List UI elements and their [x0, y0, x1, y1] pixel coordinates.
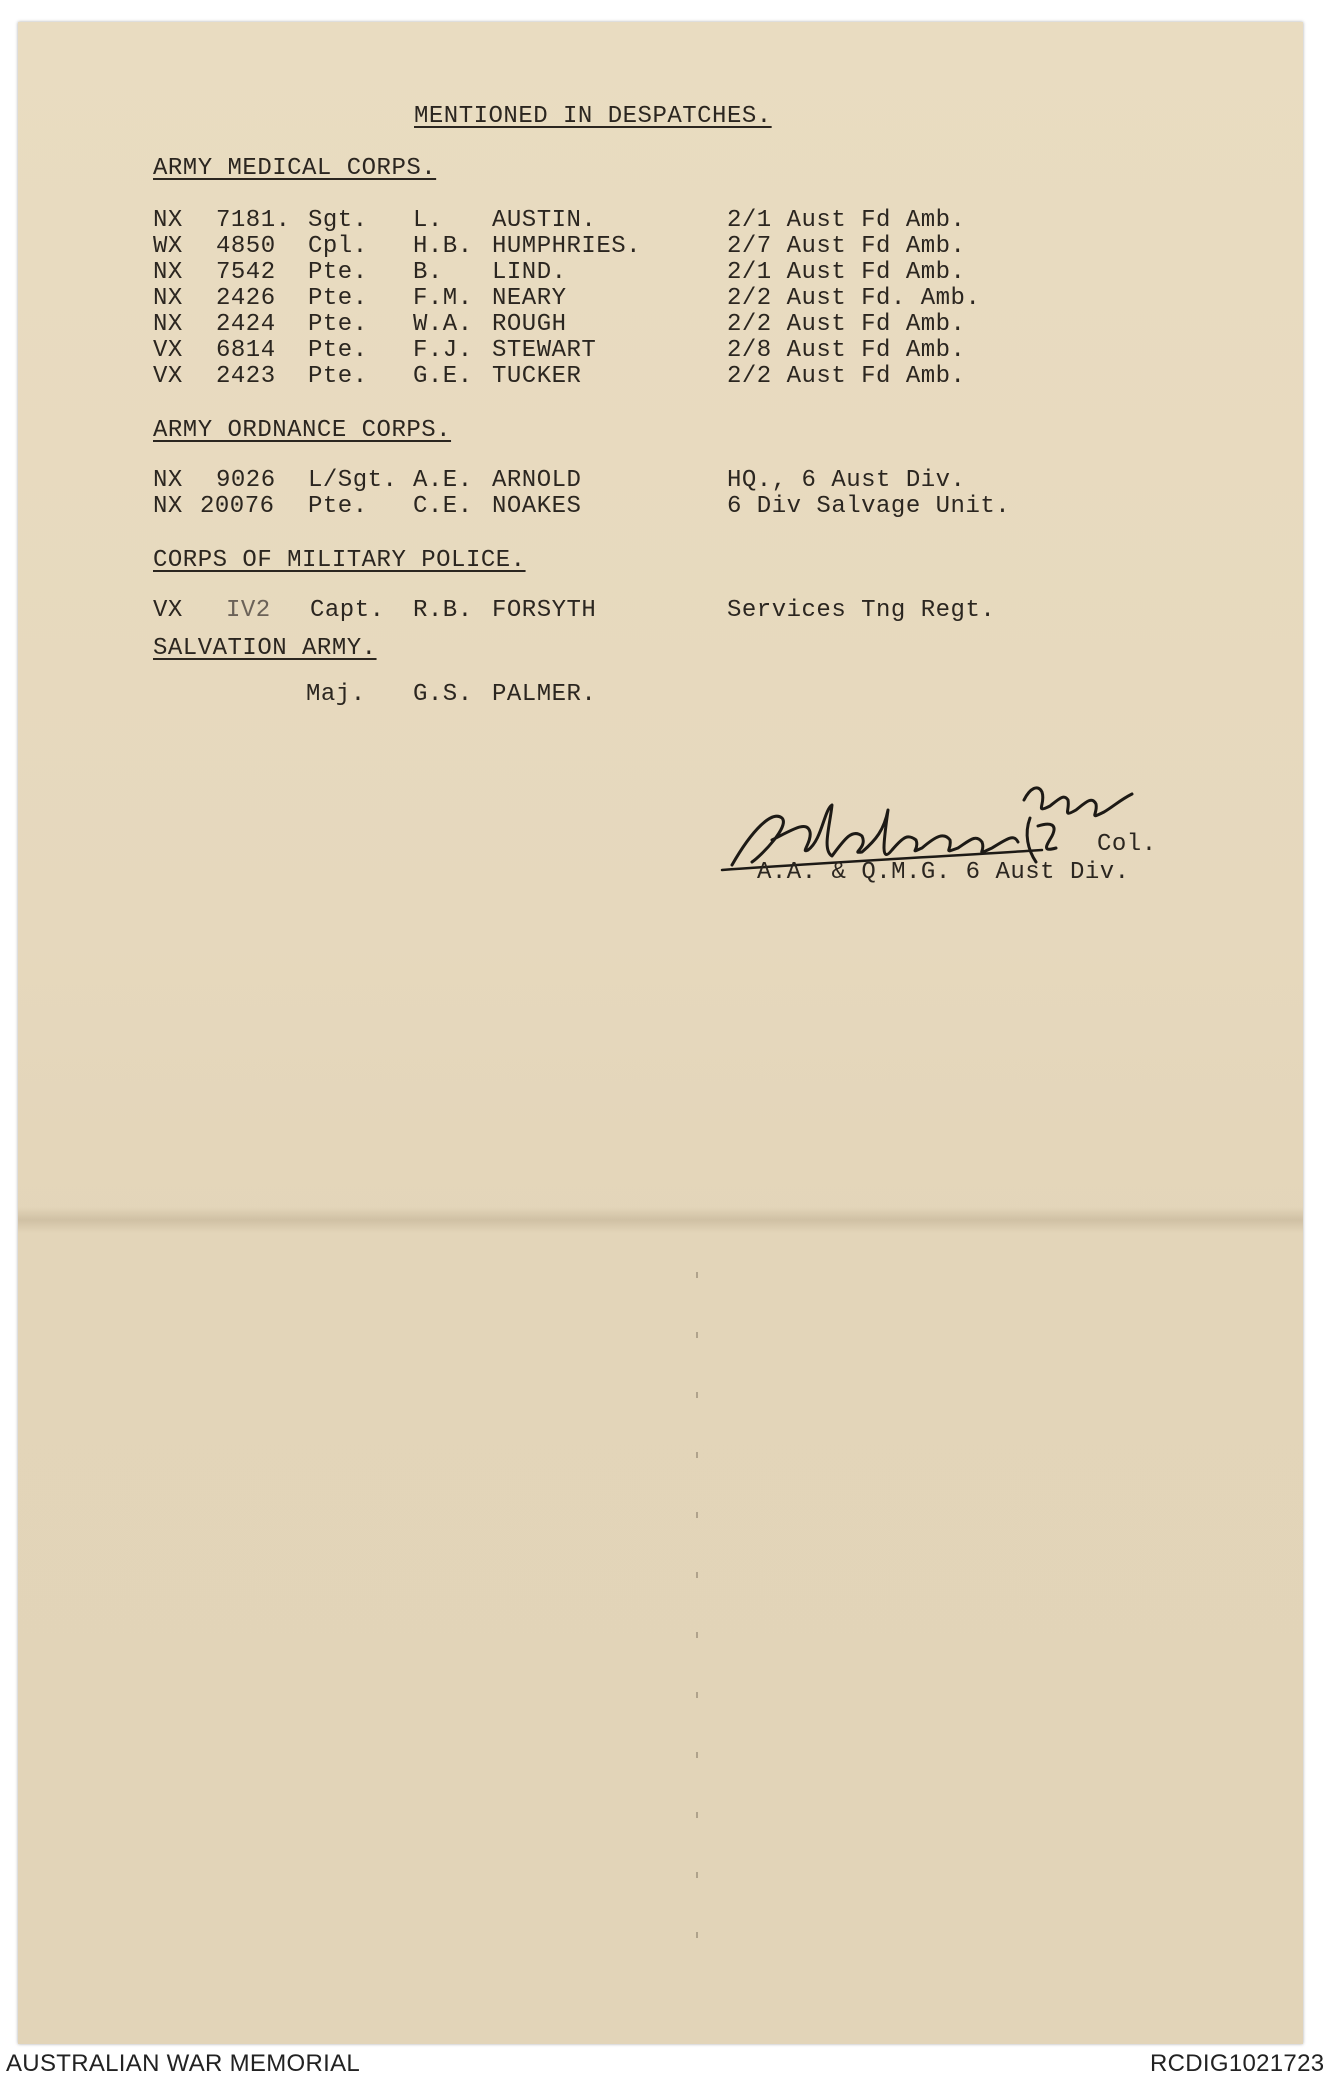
- section-heading-medical: ARMY MEDICAL CORPS.: [153, 155, 437, 182]
- prefix: NX: [153, 259, 183, 286]
- signature-rank: Col.: [1097, 831, 1157, 858]
- footer-record-id: RCDIG1021723: [1150, 2050, 1325, 2077]
- prefix: VX: [153, 337, 183, 364]
- surname: FORSYTH: [492, 597, 597, 624]
- prefix: NX: [153, 285, 183, 312]
- unit: Services Tng Regt.: [727, 597, 996, 624]
- initials: G.S.: [413, 681, 473, 708]
- initials: F.M.: [413, 285, 473, 312]
- unit: 2/8 Aust Fd Amb.: [727, 337, 966, 364]
- surname: ARNOLD: [492, 467, 582, 494]
- surname: AUSTIN.: [492, 207, 597, 234]
- table-row: [0, 338, 1338, 364]
- unit: 2/1 Aust Fd Amb.: [727, 207, 966, 234]
- prefix: NX: [153, 493, 183, 520]
- table-row: [0, 494, 1338, 520]
- unit: 2/2 Aust Fd Amb.: [727, 363, 966, 390]
- number: IV2: [226, 597, 271, 624]
- table-row: [0, 682, 1338, 708]
- initials: L.: [413, 207, 443, 234]
- number: 9026: [216, 467, 276, 494]
- prefix: WX: [153, 233, 183, 260]
- rank: Pte.: [308, 337, 368, 364]
- document-title: MENTIONED IN DESPATCHES.: [414, 103, 772, 130]
- table-row: [0, 312, 1338, 338]
- signature-title: A.A. & Q.M.G. 6 Aust Div.: [757, 859, 1130, 886]
- table-row: [0, 468, 1338, 494]
- initials: R.B.: [413, 597, 473, 624]
- surname: LIND.: [492, 259, 567, 286]
- surname: ROUGH: [492, 311, 567, 338]
- number: 20076: [200, 493, 275, 520]
- prefix: VX: [153, 597, 183, 624]
- rank: Cpl.: [308, 233, 368, 260]
- unit: 2/2 Aust Fd. Amb.: [727, 285, 981, 312]
- surname: TUCKER: [492, 363, 582, 390]
- initials: H.B.: [413, 233, 473, 260]
- prefix: NX: [153, 467, 183, 494]
- unit: 2/1 Aust Fd Amb.: [727, 259, 966, 286]
- initials: F.J.: [413, 337, 473, 364]
- initials: G.E.: [413, 363, 473, 390]
- rank: Capt.: [310, 597, 385, 624]
- number: 2423: [216, 363, 276, 390]
- table-row: [0, 598, 1338, 624]
- prefix: VX: [153, 363, 183, 390]
- rank: Pte.: [308, 259, 368, 286]
- surname: STEWART: [492, 337, 597, 364]
- rank: Sgt.: [308, 207, 368, 234]
- unit: HQ., 6 Aust Div.: [727, 467, 966, 494]
- unit: 6 Div Salvage Unit.: [727, 493, 1011, 520]
- table-row: [0, 286, 1338, 312]
- rank: Pte.: [308, 363, 368, 390]
- table-row: [0, 234, 1338, 260]
- table-row: [0, 364, 1338, 390]
- paper-fold: [18, 1207, 1303, 1233]
- initials: C.E.: [413, 493, 473, 520]
- table-row: [0, 208, 1338, 234]
- unit: 2/2 Aust Fd Amb.: [727, 311, 966, 338]
- rank: Pte.: [308, 285, 368, 312]
- rank: L/Sgt.: [308, 467, 398, 494]
- initials: W.A.: [413, 311, 473, 338]
- rank: Pte.: [308, 311, 368, 338]
- number: 7542: [216, 259, 276, 286]
- surname: PALMER.: [492, 681, 597, 708]
- number: 2426: [216, 285, 276, 312]
- number: 7181.: [216, 207, 291, 234]
- surname: NOAKES: [492, 493, 582, 520]
- rank: Maj.: [306, 681, 366, 708]
- initials: B.: [413, 259, 443, 286]
- binding-holes: [696, 1272, 698, 1952]
- number: 4850: [216, 233, 276, 260]
- initials: A.E.: [413, 467, 473, 494]
- section-heading-ordnance: ARMY ORDNANCE CORPS.: [153, 417, 452, 444]
- prefix: NX: [153, 311, 183, 338]
- surname: HUMPHRIES.: [492, 233, 642, 260]
- unit: 2/7 Aust Fd Amb.: [727, 233, 966, 260]
- section-heading-police: CORPS OF MILITARY POLICE.: [153, 547, 526, 574]
- footer-archive-name: AUSTRALIAN WAR MEMORIAL: [6, 2050, 361, 2077]
- section-heading-salvation: SALVATION ARMY.: [153, 635, 377, 662]
- number: 6814: [216, 337, 276, 364]
- surname: NEARY: [492, 285, 567, 312]
- prefix: NX: [153, 207, 183, 234]
- number: 2424: [216, 311, 276, 338]
- rank: Pte.: [308, 493, 368, 520]
- table-row: [0, 260, 1338, 286]
